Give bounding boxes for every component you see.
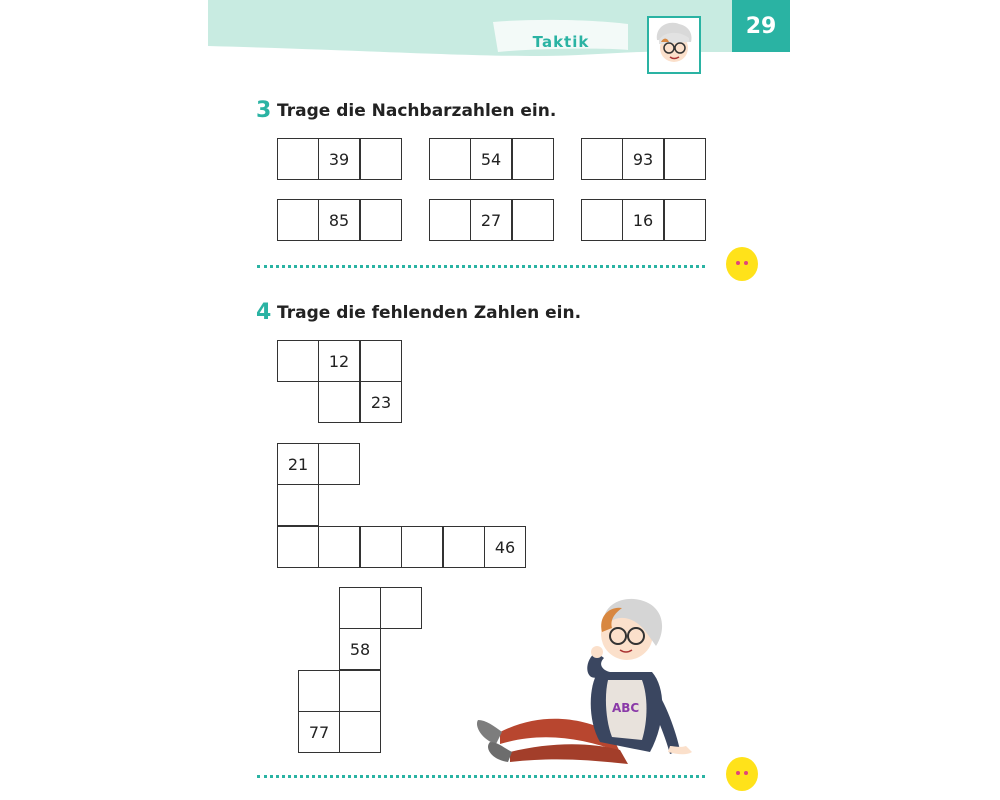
boy-portrait-icon — [647, 16, 701, 74]
answer-box[interactable] — [664, 199, 706, 241]
given-number: 58 — [339, 628, 381, 670]
answer-box[interactable] — [277, 526, 319, 568]
answer-box[interactable] — [318, 526, 360, 568]
answer-box[interactable] — [581, 138, 623, 180]
given-number: 39 — [318, 138, 360, 180]
section-divider — [257, 775, 705, 778]
answer-box[interactable] — [277, 138, 319, 180]
given-number: 21 — [277, 443, 319, 485]
answer-box[interactable] — [277, 484, 319, 526]
answer-box[interactable] — [339, 670, 381, 712]
given-number: 77 — [298, 711, 340, 753]
answer-box[interactable] — [380, 587, 422, 629]
answer-box[interactable] — [339, 711, 381, 753]
answer-box[interactable] — [339, 587, 381, 629]
answer-box[interactable] — [664, 138, 706, 180]
answer-box[interactable] — [443, 526, 485, 568]
given-number: 23 — [360, 381, 402, 423]
answer-box[interactable] — [298, 670, 340, 712]
answer-box[interactable] — [360, 340, 402, 382]
answer-box[interactable] — [277, 199, 319, 241]
answer-box[interactable] — [429, 199, 471, 241]
answer-box[interactable] — [512, 138, 554, 180]
answer-box[interactable] — [360, 526, 402, 568]
answer-box[interactable] — [318, 443, 360, 485]
answer-box[interactable] — [360, 199, 402, 241]
given-number: 27 — [470, 199, 512, 241]
answer-box[interactable] — [581, 199, 623, 241]
task-4-number: 4 — [256, 300, 272, 325]
given-number: 12 — [318, 340, 360, 382]
smiley-icon[interactable] — [726, 247, 758, 281]
answer-box[interactable] — [318, 381, 360, 423]
smiley-icon[interactable] — [726, 757, 758, 791]
section-divider — [257, 265, 705, 268]
answer-box[interactable] — [512, 199, 554, 241]
page-number: 29 — [732, 0, 790, 52]
given-number: 93 — [622, 138, 664, 180]
task-3-number: 3 — [256, 98, 272, 123]
given-number: 54 — [470, 138, 512, 180]
section-label: Taktik — [532, 33, 590, 51]
task-3-title: Trage die Nachbarzahlen ein. — [277, 101, 557, 121]
given-number: 16 — [622, 199, 664, 241]
header-band — [208, 0, 790, 60]
given-number: 46 — [484, 526, 526, 568]
svg-text:ABC: ABC — [612, 701, 640, 715]
answer-box[interactable] — [401, 526, 443, 568]
given-number: 85 — [318, 199, 360, 241]
boy-thinking-illustration — [470, 592, 695, 772]
answer-box[interactable] — [277, 340, 319, 382]
answer-box[interactable] — [429, 138, 471, 180]
answer-box[interactable] — [360, 138, 402, 180]
task-4-title: Trage die fehlenden Zahlen ein. — [277, 303, 582, 323]
